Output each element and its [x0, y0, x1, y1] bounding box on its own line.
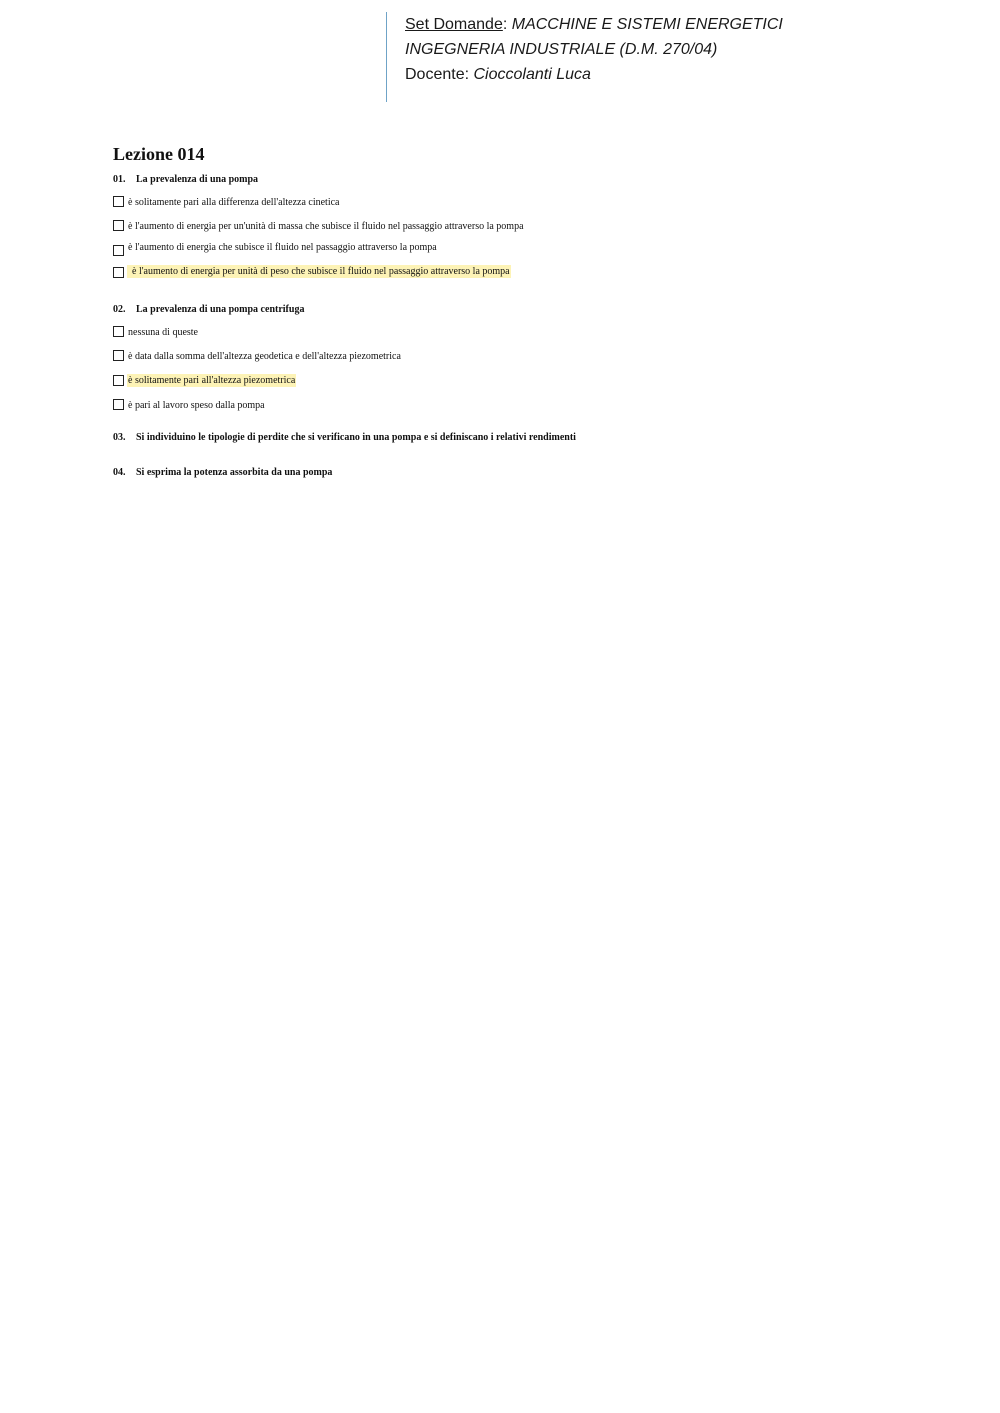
question-text: La prevalenza di una pompa centrifuga: [136, 304, 305, 315]
answer-option-highlighted: [113, 374, 296, 387]
degree-name: INGEGNERIA INDUSTRIALE (D.M. 270/04): [405, 41, 718, 58]
header-separator: :: [502, 16, 512, 33]
answer-option: [113, 326, 199, 339]
question-number: 04.: [113, 467, 126, 478]
docente-name: Cioccolanti Luca: [473, 66, 591, 83]
question-text: Si individuino le tipologie di perdite che si verificano in una pompa e si definiscano i relativi rendimenti: [136, 432, 576, 443]
answer-text: è data dalla somma dell'altezza geodetica e dell'altezza piezometrica: [128, 351, 401, 362]
answer-checkbox[interactable]: [113, 326, 124, 337]
answer-text: è l'aumento di energia che subisce il fluido nel passaggio attraverso la pompa: [128, 242, 437, 253]
answer-option: [113, 241, 438, 256]
answer-checkbox[interactable]: [113, 245, 124, 256]
header-docente-line: [405, 62, 906, 87]
answer-text: è solitamente pari all'altezza piezometrica: [128, 375, 296, 386]
answer-checkbox[interactable]: [113, 220, 124, 231]
answer-checkbox[interactable]: [113, 375, 124, 386]
question-number: 02.: [113, 304, 126, 315]
answer-option: [113, 220, 525, 233]
set-domande-label: Set Domande: [405, 16, 503, 33]
docente-label: Docente:: [405, 66, 474, 83]
question-04: [113, 467, 332, 479]
answer-option: [113, 196, 341, 209]
answer-checkbox[interactable]: [113, 267, 124, 278]
answer-option: [113, 350, 402, 363]
answer-text: nessuna di queste: [128, 327, 198, 338]
answer-text: è pari al lavoro speso dalla pompa: [128, 400, 265, 411]
answer-text: è l'aumento di energia per unità di peso che subisce il fluido nel passaggio attraverso la pompa: [127, 265, 511, 278]
header-set-line: [405, 12, 906, 37]
answer-checkbox[interactable]: [113, 399, 124, 410]
question-text: Si esprima la potenza assorbita da una pompa: [136, 467, 333, 478]
answer-text: è l'aumento di energia per un'unità di massa che subisce il fluido nel passaggio attraverso la pompa: [128, 221, 524, 232]
question-number: 03.: [113, 432, 126, 443]
answer-option-highlighted: [113, 265, 511, 278]
document-header: [386, 12, 906, 102]
lesson-title: Lezione 014: [113, 144, 205, 164]
question-text: La prevalenza di una pompa: [136, 174, 259, 185]
course-name: MACCHINE E SISTEMI ENERGETICI: [511, 16, 783, 33]
question-number: 01.: [113, 174, 126, 185]
question-03: [113, 432, 576, 444]
answer-option: [113, 399, 266, 412]
question-01: [113, 174, 258, 186]
answer-checkbox[interactable]: [113, 350, 124, 361]
question-02: [113, 304, 304, 316]
answer-text: è solitamente pari alla differenza dell'altezza cinetica: [128, 197, 340, 208]
answer-checkbox[interactable]: [113, 196, 124, 207]
